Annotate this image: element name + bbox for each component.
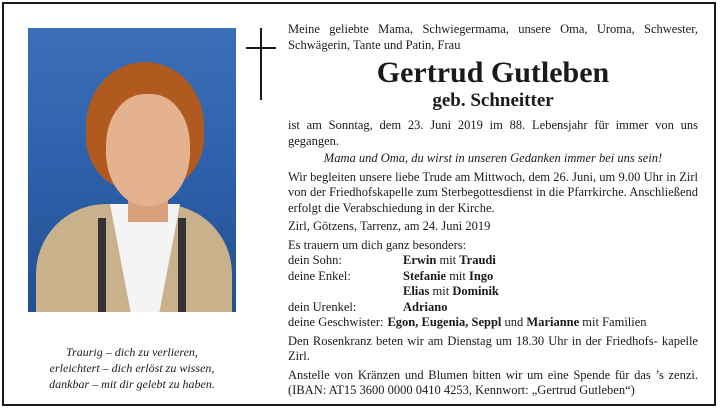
and-word: und (504, 315, 524, 329)
siblings-suffix: mit Familien (582, 315, 647, 329)
deceased-name: Gertrud Gutleben (376, 56, 610, 89)
mourners-intro: Es trauern um dich ganz besonders: (288, 237, 467, 252)
intro-text: Meine geliebte Mama, Schwiegermama, unsere Oma, Uroma, Schwester, Schwägerin, Tante und Patin, Frau (288, 22, 698, 52)
son-partner: Traudi (459, 253, 496, 267)
siblings-label: deine Geschwister: (288, 315, 384, 329)
portrait-photo (28, 28, 236, 312)
place-and-date: Zirl, Götzens, Tarrenz, am 24. Juni 2019 (288, 219, 491, 233)
quote-line-2: erleichtert – dich erlöst zu wissen, (49, 361, 215, 375)
mourner-row-grandchildren-2 (288, 284, 698, 300)
cross-icon-bar (246, 47, 276, 49)
donation-info: Anstelle von Kränzen und Blumen bitten wir um eine Spende für das ’s zenzi. (IBAN: AT15 3600 0000 0410 4253, Kennwort: „Gertrud Gutleben“) (288, 367, 698, 397)
photo-trim-right (178, 218, 186, 312)
funeral-details: Wir begleiten unsere liebe Trude am Mittwoch, dem 26. Juni, um 9.00 Uhr in Zirl von der Friedhofskapelle zum Sterbegottesdienst in die Pfarrkirche. Anschließend erfolgt die Verabschiedung in der Kirche. (288, 169, 698, 215)
grandchild-1-name: Stefanie (403, 268, 447, 283)
with-word: mit (449, 268, 466, 283)
grandchildren-label: deine Enkel: (288, 268, 351, 283)
mourner-row-siblings (288, 315, 698, 331)
with-word: mit (439, 253, 457, 267)
photo-face (106, 94, 190, 206)
grandchild-2-name: Elias (403, 284, 430, 298)
grandchild-2-partner: Dominik (452, 284, 499, 298)
siblings-last: Marianne (526, 315, 580, 329)
mourner-row-son (288, 253, 698, 269)
greatgrandchild-name: Adriano (403, 299, 448, 314)
son-label: dein Sohn: (288, 253, 342, 267)
with-word: mit (432, 284, 450, 298)
notice-text (288, 22, 698, 399)
grandchild-1-partner: Ingo (468, 268, 494, 283)
quote-line-1: Traurig – dich zu verlieren, (66, 345, 198, 359)
family-motto: Mama und Oma, du wirst in unseren Gedanken immer bei uns sein! (323, 151, 663, 165)
obituary-notice (2, 2, 716, 406)
mourner-row-grandchildren (288, 269, 698, 285)
greatgrandchild-label: dein Urenkel: (288, 299, 357, 314)
quote-line-3: dankbar – mit dir gelebt zu haben. (49, 377, 215, 391)
rosary-info: Den Rosenkranz beten wir am Dienstag um 18.30 Uhr in der Friedhofs- kapelle Zirl. (288, 333, 698, 363)
death-announcement: ist am Sonntag, dem 23. Juni 2019 im 88. Lebensjahr für immer von uns gegangen. (288, 118, 698, 148)
siblings-names: Egon, Eugenia, Seppl (387, 315, 502, 329)
photo-trim-left (98, 218, 106, 312)
maiden-name: geb. Schneitter (432, 90, 554, 111)
memorial-quote (28, 344, 236, 392)
son-name: Erwin (403, 253, 437, 267)
cross-icon (260, 28, 262, 100)
mourner-row-greatgrandchild (288, 300, 698, 316)
